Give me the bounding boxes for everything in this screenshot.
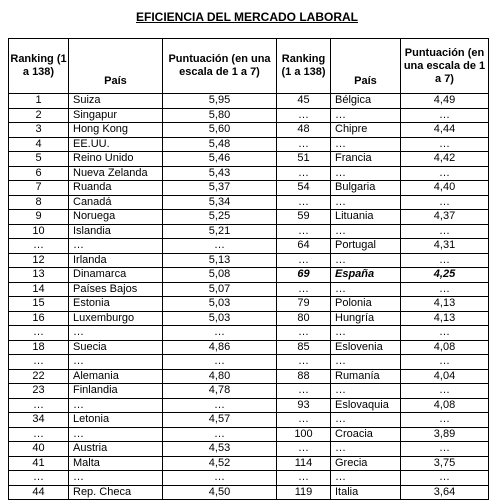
- left-score-cell: 5,03: [163, 297, 277, 312]
- right-rank-cell: …: [277, 413, 331, 428]
- right-rank-cell: …: [277, 224, 331, 239]
- right-rank-cell: …: [277, 108, 331, 123]
- left-rank-cell: 40: [9, 442, 69, 457]
- table-row: [9, 94, 489, 109]
- right-score-cell: …: [401, 442, 489, 457]
- right-country-cell: …: [331, 326, 401, 341]
- right-rank-cell: 88: [277, 369, 331, 384]
- left-rank-cell: 14: [9, 282, 69, 297]
- right-country-cell: Francia: [331, 152, 401, 167]
- left-country-cell: EE.UU.: [69, 137, 163, 152]
- header-puntuacion-left: Puntuación (en una escala de 1 a 7): [163, 39, 277, 94]
- header-ranking-right: Ranking (1 a 138): [277, 39, 331, 94]
- left-score-cell: 5,34: [163, 195, 277, 210]
- left-rank-cell: 15: [9, 297, 69, 312]
- right-score-cell: …: [401, 471, 489, 486]
- left-country-cell: …: [69, 398, 163, 413]
- right-country-cell: Bélgica: [331, 94, 401, 109]
- table-row: [9, 326, 489, 341]
- left-rank-cell: 18: [9, 340, 69, 355]
- left-country-cell: Islandia: [69, 224, 163, 239]
- right-score-cell: 4,13: [401, 311, 489, 326]
- left-country-cell: …: [69, 326, 163, 341]
- left-rank-cell: 3: [9, 123, 69, 138]
- table-row: [9, 210, 489, 225]
- left-country-cell: …: [69, 355, 163, 370]
- right-country-cell: Croacia: [331, 427, 401, 442]
- right-score-cell: …: [401, 326, 489, 341]
- right-rank-cell: 48: [277, 123, 331, 138]
- left-rank-cell: …: [9, 398, 69, 413]
- left-score-cell: 4,78: [163, 384, 277, 399]
- left-score-cell: …: [163, 355, 277, 370]
- right-rank-cell: 93: [277, 398, 331, 413]
- right-country-cell: …: [331, 355, 401, 370]
- left-score-cell: 5,03: [163, 311, 277, 326]
- right-rank-cell: …: [277, 282, 331, 297]
- left-rank-cell: 4: [9, 137, 69, 152]
- table-row: [9, 152, 489, 167]
- left-country-cell: Finlandia: [69, 384, 163, 399]
- left-score-cell: 5,60: [163, 123, 277, 138]
- left-country-cell: Alemania: [69, 369, 163, 384]
- right-country-cell: España: [331, 268, 401, 283]
- right-rank-cell: 64: [277, 239, 331, 254]
- right-rank-cell: 80: [277, 311, 331, 326]
- right-score-cell: …: [401, 195, 489, 210]
- right-score-cell: …: [401, 384, 489, 399]
- table-row: [9, 355, 489, 370]
- table-row: [9, 137, 489, 152]
- left-country-cell: Noruega: [69, 210, 163, 225]
- header-puntuacion-right: Puntuación (en una escala de 1 a 7): [401, 39, 489, 94]
- table-row: [9, 108, 489, 123]
- right-rank-cell: …: [277, 355, 331, 370]
- right-country-cell: Lituania: [331, 210, 401, 225]
- left-score-cell: …: [163, 326, 277, 341]
- left-score-cell: 4,52: [163, 456, 277, 471]
- right-score-cell: 4,49: [401, 94, 489, 109]
- left-score-cell: 5,25: [163, 210, 277, 225]
- left-country-cell: Singapur: [69, 108, 163, 123]
- left-score-cell: …: [163, 427, 277, 442]
- left-country-cell: Nueva Zelanda: [69, 166, 163, 181]
- left-score-cell: 5,08: [163, 268, 277, 283]
- left-rank-cell: 8: [9, 195, 69, 210]
- left-score-cell: 5,21: [163, 224, 277, 239]
- right-rank-cell: 51: [277, 152, 331, 167]
- right-rank-cell: 114: [277, 456, 331, 471]
- right-score-cell: …: [401, 355, 489, 370]
- table-row: [9, 239, 489, 254]
- right-rank-cell: 79: [277, 297, 331, 312]
- left-rank-cell: 41: [9, 456, 69, 471]
- right-score-cell: 4,04: [401, 369, 489, 384]
- left-score-cell: 4,86: [163, 340, 277, 355]
- left-rank-cell: 9: [9, 210, 69, 225]
- right-rank-cell: …: [277, 253, 331, 268]
- right-country-cell: Polonia: [331, 297, 401, 312]
- left-country-cell: …: [69, 427, 163, 442]
- left-score-cell: 4,80: [163, 369, 277, 384]
- table-row: [9, 253, 489, 268]
- left-rank-cell: 23: [9, 384, 69, 399]
- right-country-cell: Grecia: [331, 456, 401, 471]
- right-country-cell: Chipre: [331, 123, 401, 138]
- header-ranking-left: Ranking (1 a 138): [9, 39, 69, 94]
- left-country-cell: Rep. Checa: [69, 485, 163, 500]
- right-score-cell: …: [401, 166, 489, 181]
- left-country-cell: Malta: [69, 456, 163, 471]
- right-rank-cell: 45: [277, 94, 331, 109]
- right-score-cell: 4,44: [401, 123, 489, 138]
- left-score-cell: 4,57: [163, 413, 277, 428]
- header-pais-left: País: [69, 39, 163, 94]
- right-country-cell: …: [331, 137, 401, 152]
- left-country-cell: …: [69, 239, 163, 254]
- right-rank-cell: …: [277, 195, 331, 210]
- left-score-cell: 5,37: [163, 181, 277, 196]
- right-rank-cell: …: [277, 442, 331, 457]
- left-rank-cell: …: [9, 427, 69, 442]
- right-score-cell: …: [401, 282, 489, 297]
- table-row: [9, 340, 489, 355]
- left-score-cell: …: [163, 239, 277, 254]
- right-rank-cell: 59: [277, 210, 331, 225]
- left-country-cell: …: [69, 471, 163, 486]
- left-country-cell: Canadá: [69, 195, 163, 210]
- table-row: [9, 413, 489, 428]
- left-country-cell: Irlanda: [69, 253, 163, 268]
- right-score-cell: 4,13: [401, 297, 489, 312]
- left-country-cell: Luxemburgo: [69, 311, 163, 326]
- table-row: [9, 195, 489, 210]
- left-rank-cell: …: [9, 471, 69, 486]
- table-row: [9, 471, 489, 486]
- right-country-cell: Portugal: [331, 239, 401, 254]
- right-country-cell: Eslovaquia: [331, 398, 401, 413]
- right-country-cell: Eslovenia: [331, 340, 401, 355]
- table-row: [9, 181, 489, 196]
- right-score-cell: 3,64: [401, 485, 489, 500]
- left-score-cell: 4,50: [163, 485, 277, 500]
- right-rank-cell: 69: [277, 268, 331, 283]
- right-rank-cell: …: [277, 166, 331, 181]
- right-rank-cell: 85: [277, 340, 331, 355]
- right-country-cell: Italia: [331, 485, 401, 500]
- left-score-cell: 5,43: [163, 166, 277, 181]
- table-row: [9, 485, 489, 500]
- table-row: [9, 166, 489, 181]
- right-country-cell: Bulgaria: [331, 181, 401, 196]
- left-country-cell: Ruanda: [69, 181, 163, 196]
- left-rank-cell: 2: [9, 108, 69, 123]
- left-rank-cell: 5: [9, 152, 69, 167]
- left-country-cell: Suiza: [69, 94, 163, 109]
- left-country-cell: Reino Unido: [69, 152, 163, 167]
- right-rank-cell: …: [277, 471, 331, 486]
- left-score-cell: 5,80: [163, 108, 277, 123]
- right-score-cell: 4,25: [401, 268, 489, 283]
- left-score-cell: 5,95: [163, 94, 277, 109]
- left-rank-cell: 1: [9, 94, 69, 109]
- left-score-cell: 5,07: [163, 282, 277, 297]
- right-country-cell: …: [331, 384, 401, 399]
- table-row: [9, 224, 489, 239]
- right-rank-cell: …: [277, 384, 331, 399]
- right-rank-cell: 100: [277, 427, 331, 442]
- left-country-cell: Austria: [69, 442, 163, 457]
- right-country-cell: Hungría: [331, 311, 401, 326]
- left-rank-cell: 12: [9, 253, 69, 268]
- right-country-cell: …: [331, 253, 401, 268]
- table-row: [9, 369, 489, 384]
- table-body: [9, 94, 489, 500]
- right-score-cell: …: [401, 108, 489, 123]
- table-row: [9, 384, 489, 399]
- right-country-cell: …: [331, 282, 401, 297]
- labor-market-efficiency-table: [8, 38, 489, 500]
- right-score-cell: …: [401, 253, 489, 268]
- left-score-cell: 5,48: [163, 137, 277, 152]
- left-rank-cell: 13: [9, 268, 69, 283]
- right-score-cell: 4,31: [401, 239, 489, 254]
- table-row: [9, 297, 489, 312]
- left-rank-cell: 6: [9, 166, 69, 181]
- right-rank-cell: 119: [277, 485, 331, 500]
- table-row: [9, 442, 489, 457]
- left-rank-cell: 22: [9, 369, 69, 384]
- left-country-cell: Letonia: [69, 413, 163, 428]
- right-score-cell: …: [401, 413, 489, 428]
- right-country-cell: …: [331, 442, 401, 457]
- right-score-cell: 4,40: [401, 181, 489, 196]
- right-country-cell: …: [331, 195, 401, 210]
- right-score-cell: 4,08: [401, 340, 489, 355]
- table-row: [9, 456, 489, 471]
- header-pais-right: País: [331, 39, 401, 94]
- left-rank-cell: …: [9, 326, 69, 341]
- right-country-cell: …: [331, 166, 401, 181]
- left-country-cell: Dinamarca: [69, 268, 163, 283]
- left-rank-cell: …: [9, 355, 69, 370]
- right-score-cell: 3,89: [401, 427, 489, 442]
- right-score-cell: …: [401, 224, 489, 239]
- left-rank-cell: 16: [9, 311, 69, 326]
- right-rank-cell: 54: [277, 181, 331, 196]
- right-rank-cell: …: [277, 137, 331, 152]
- left-rank-cell: 10: [9, 224, 69, 239]
- left-score-cell: …: [163, 398, 277, 413]
- right-score-cell: 4,42: [401, 152, 489, 167]
- left-country-cell: Países Bajos: [69, 282, 163, 297]
- right-score-cell: …: [401, 137, 489, 152]
- right-country-cell: Rumanía: [331, 369, 401, 384]
- table-row: [9, 282, 489, 297]
- header-row: [9, 39, 489, 94]
- left-country-cell: Suecia: [69, 340, 163, 355]
- right-rank-cell: …: [277, 326, 331, 341]
- table-row: [9, 427, 489, 442]
- left-rank-cell: 44: [9, 485, 69, 500]
- right-country-cell: …: [331, 413, 401, 428]
- left-country-cell: Estonia: [69, 297, 163, 312]
- table-row: [9, 311, 489, 326]
- left-rank-cell: 34: [9, 413, 69, 428]
- left-country-cell: Hong Kong: [69, 123, 163, 138]
- left-score-cell: …: [163, 471, 277, 486]
- left-rank-cell: …: [9, 239, 69, 254]
- left-rank-cell: 7: [9, 181, 69, 196]
- table-title: EFICIENCIA DEL MERCADO LABORAL: [136, 10, 358, 24]
- right-country-cell: …: [331, 108, 401, 123]
- right-score-cell: 3,75: [401, 456, 489, 471]
- table-row: [9, 398, 489, 413]
- right-score-cell: 4,08: [401, 398, 489, 413]
- table-row: [9, 123, 489, 138]
- left-score-cell: 5,13: [163, 253, 277, 268]
- right-country-cell: …: [331, 224, 401, 239]
- right-country-cell: …: [331, 471, 401, 486]
- left-score-cell: 4,53: [163, 442, 277, 457]
- table-row: [9, 268, 489, 283]
- left-score-cell: 5,46: [163, 152, 277, 167]
- right-score-cell: 4,37: [401, 210, 489, 225]
